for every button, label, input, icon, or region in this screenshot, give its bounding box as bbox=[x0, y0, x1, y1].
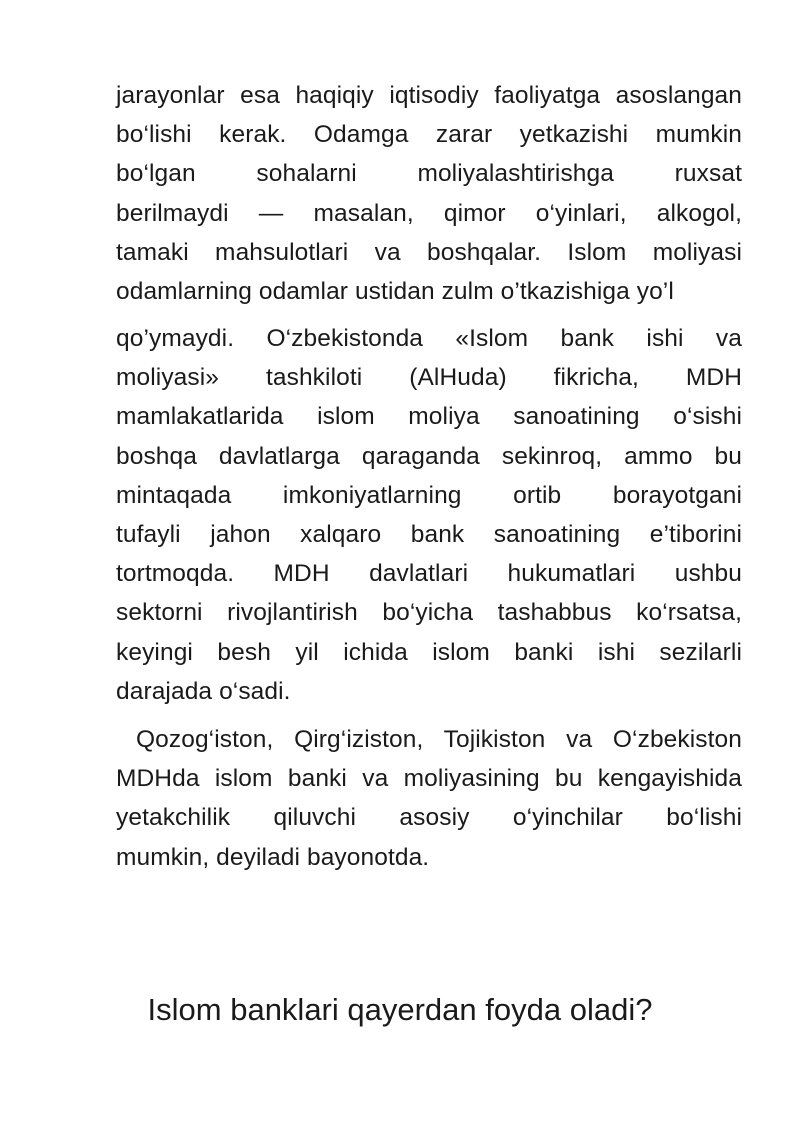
text-line: odamlarning odamlar ustidan zulm o’tkazishiga yo’l bbox=[116, 277, 674, 305]
text-line: boshqa davlatlarga qaraganda sekinroq, ammo bu bbox=[116, 442, 742, 470]
text-line: qo’ymaydi. O‘zbekistonda «Islom bank ishi va bbox=[116, 325, 742, 352]
text-line: bo‘lishi kerak. Odamga zarar yetkazishi mumkin bbox=[116, 121, 742, 149]
text-line: Qozog‘iston, Qirg‘iziston, Tojikiston va O‘zbekiston bbox=[136, 726, 742, 753]
paragraph-1 bbox=[116, 76, 742, 311]
text-line: bo‘lgan sohalarni moliyalashtirishga ruxsat bbox=[116, 160, 742, 188]
text-line: tortmoqda. MDH davlatlari hukumatlari ushbu bbox=[116, 560, 742, 588]
paragraph-3 bbox=[116, 720, 742, 877]
text-line: mamlakatlarida islom moliya sanoatining o‘sishi bbox=[116, 403, 742, 431]
text-line: MDHda islom banki va moliyasining bu kengayishida bbox=[116, 765, 742, 793]
text-line: tamaki mahsulotlari va boshqalar. Islom moliyasi bbox=[116, 238, 742, 266]
text-line: keyingi besh yil ichida islom banki ishi sezilarli bbox=[116, 638, 742, 666]
text-line: tufayli jahon xalqaro bank sanoatining e’tiborini bbox=[116, 520, 742, 548]
paragraph-2 bbox=[116, 319, 742, 711]
text-line: yetakchilik qiluvchi asosiy o‘yinchilar bo‘lishi bbox=[116, 804, 742, 832]
section-heading: Islom banklari qayerdan foyda oladi? bbox=[147, 992, 653, 1027]
text-line: jarayonlar esa haqiqiy iqtisodiy faoliyatga asoslangan bbox=[116, 82, 742, 109]
text-line: mintaqada imkoniyatlarning ortib borayotgani bbox=[116, 481, 742, 509]
text-line: mumkin, deyiladi bayonotda. bbox=[116, 843, 430, 871]
text-line: sektorni rivojlantirish bo‘yicha tashabbus ko‘rsatsa, bbox=[116, 599, 742, 627]
text-line: moliyasi» tashkiloti (AlHuda) fikricha, MDH bbox=[116, 364, 742, 392]
text-line: darajada o‘sadi. bbox=[116, 677, 291, 705]
text-line: berilmaydi — masalan, qimor o‘yinlari, alkogol, bbox=[116, 199, 742, 227]
